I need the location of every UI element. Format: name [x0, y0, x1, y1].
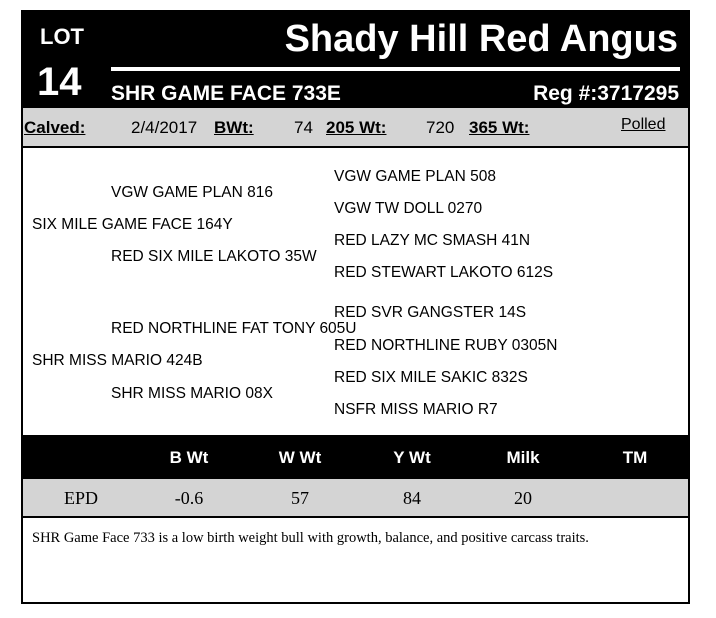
wt205-label: 205 Wt:	[326, 118, 387, 137]
pedigree-dds: RED SIX MILE SAKIC 832S	[334, 369, 528, 386]
pedigree-sds: RED LAZY MC SMASH 41N	[334, 232, 531, 249]
pedigree-dam: SHR MISS MARIO 424B	[32, 352, 203, 369]
calved-value: 2/4/2017	[131, 118, 198, 137]
epd-value-bwt: -0.6	[174, 488, 204, 508]
epd-header-tm: TM	[622, 448, 648, 467]
lot-number: 14	[37, 60, 82, 104]
epd-row-label: EPD	[63, 488, 99, 508]
lot-label: LOT	[40, 24, 84, 49]
lot-header	[23, 12, 688, 108]
pedigree-sire-dam: RED SIX MILE LAKOTO 35W	[111, 248, 317, 265]
epd-header-wwt: W Wt	[278, 448, 322, 467]
pedigree-sdd: RED STEWART LAKOTO 612S	[334, 264, 554, 281]
stats-bar	[23, 108, 688, 148]
pedigree-dsd: RED NORTHLINE RUBY 0305N	[334, 337, 558, 354]
polled-label: Polled	[621, 116, 666, 133]
epd-value-wwt: 57	[291, 488, 309, 508]
pedigree-sire-sire: VGW GAME PLAN 816	[111, 184, 273, 201]
header-divider	[111, 67, 680, 71]
description: SHR Game Face 733 is a low birth weight bull with growth, balance, and positive carcass traits.	[32, 530, 589, 546]
pedigree-dam-sire: RED NORTHLINE FAT TONY 605U	[111, 320, 357, 337]
bwt-label: BWt:	[214, 118, 254, 137]
pedigree-ddd: NSFR MISS MARIO R7	[334, 401, 498, 418]
bull-name: SHR GAME FACE 733E	[111, 82, 341, 105]
epd-header-milk: Milk	[506, 448, 540, 467]
bwt-value: 74	[294, 118, 313, 137]
calved-label: Calved:	[24, 118, 86, 137]
pedigree-sire: SIX MILE GAME FACE 164Y	[32, 216, 233, 233]
farm-name: Shady Hill Red Angus	[284, 18, 678, 60]
pedigree-dss: RED SVR GANGSTER 14S	[334, 304, 527, 321]
pedigree-sss: VGW GAME PLAN 508	[334, 168, 496, 185]
epd-header-ywt: Y Wt	[393, 448, 431, 467]
wt205-value: 720	[426, 118, 455, 137]
pedigree-ssd: VGW TW DOLL 0270	[334, 200, 483, 217]
lot-card	[21, 10, 690, 604]
epd-values-row	[23, 479, 688, 518]
pedigree-dam-dam: SHR MISS MARIO 08X	[111, 385, 273, 402]
epd-value-milk: 20	[514, 488, 532, 508]
registration-number: Reg #:3717295	[533, 82, 679, 105]
epd-header-bwt: B Wt	[169, 448, 209, 467]
epd-header-row	[23, 435, 688, 479]
wt365-label: 365 Wt:	[469, 118, 530, 137]
epd-value-ywt: 84	[403, 488, 421, 508]
